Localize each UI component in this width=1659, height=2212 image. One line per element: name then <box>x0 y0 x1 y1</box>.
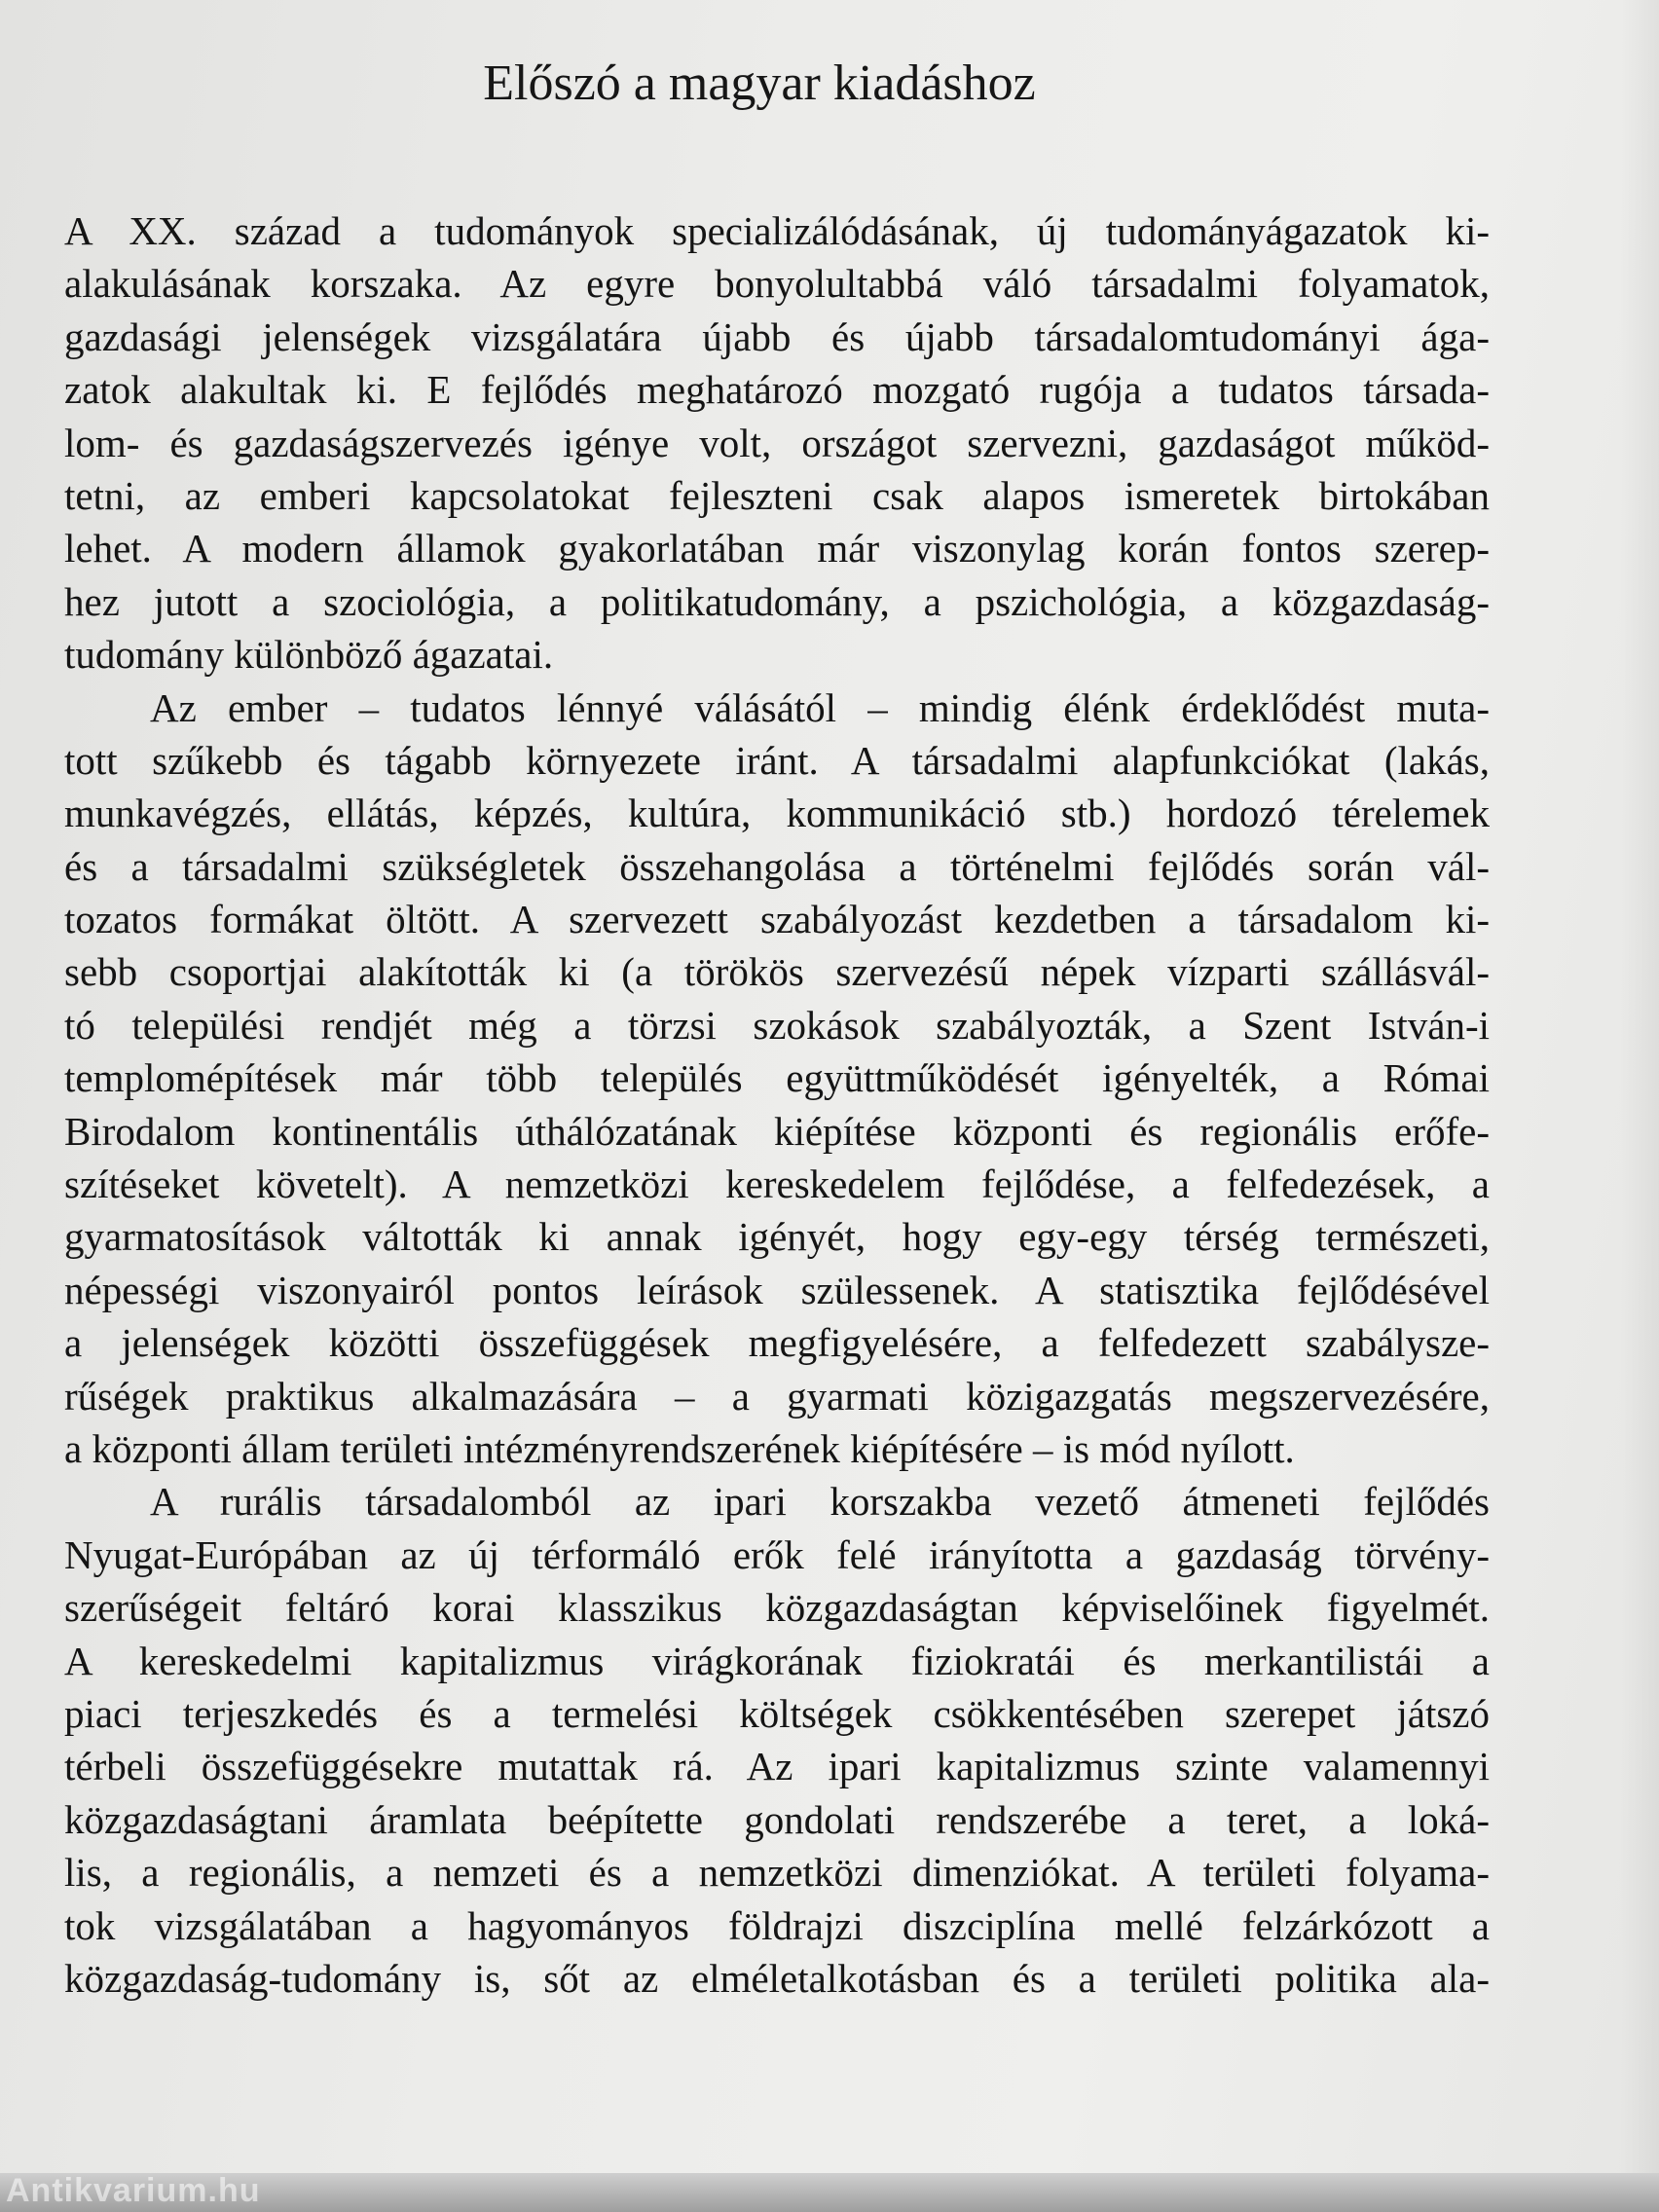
text-line: gazdasági jelenségek vizsgálatára újabb és újabb társadalomtudományi ága- <box>64 313 1490 359</box>
text-line: szítéseket követelt). A nemzetközi kereskedelem fejlődése, a felfedezések, a <box>64 1161 1490 1207</box>
text-line: tok vizsgálatában a hagyományos földrajzi diszciplína mellé felzárkózott a <box>64 1902 1490 1948</box>
text-line: Birodalom kontinentális úthálózatának kiépítése központi és regionális erőfe- <box>64 1108 1490 1154</box>
text-line: a központi állam területi intézményrendszerének kiépítésére – is mód nyílott. <box>64 1425 1295 1471</box>
text-line: munkavégzés, ellátás, képzés, kultúra, kommunikáció stb.) hordozó térelemek <box>64 791 1490 836</box>
text-line: tozatos formákat öltött. A szervezett szabályozást kezdetben a társadalom ki- <box>64 897 1490 942</box>
text-line: tó települési rendjét még a törzsi szokások szabályozták, a Szent István-i <box>64 1002 1490 1048</box>
text-line: lom- és gazdaságszervezés igénye volt, országot szervezni, gazdaságot működ- <box>64 420 1490 465</box>
text-line: gyarmatosítások váltották ki annak igényét, hogy egy-egy térség természeti, <box>64 1214 1490 1260</box>
text-line: rűségek praktikus alkalmazására – a gyarmati közigazgatás megszervezésére, <box>64 1373 1490 1419</box>
text-line: a jelenségek közötti összefüggések megfigyelésére, a felfedezett szabálysze- <box>64 1320 1490 1366</box>
text-line: tetni, az emberi kapcsolatokat fejleszteni csak alapos ismeretek birtokában <box>64 472 1490 518</box>
text-line: lis, a regionális, a nemzeti és a nemzetközi dimenziókat. A területi folyama- <box>64 1850 1490 1896</box>
text-line: szerűségeit feltáró korai klasszikus közgazdaságtan képviselőinek figyelmét. <box>64 1585 1490 1631</box>
chapter-title: Előszó a magyar kiadáshoz <box>483 55 1036 111</box>
text-line: piaci terjeszkedés és a termelési költségek csökkentésében szerepet játszó <box>64 1690 1490 1736</box>
text-line: lehet. A modern államok gyakorlatában már viszonylag korán fontos szerep- <box>64 526 1490 571</box>
text-line: Nyugat-Európában az új térformáló erők felé irányította a gazdaság törvény- <box>64 1531 1490 1577</box>
page-shadow <box>1620 0 1659 2212</box>
text-line: A kereskedelmi kapitalizmus virágkorának fiziokratái és merkantilistái a <box>64 1638 1490 1683</box>
text-line: térbeli összefüggésekre mutattak rá. Az ipari kapitalizmus szinte valamennyi <box>64 1744 1490 1789</box>
text-line: templomépítések már több település együttműködését igényelték, a Római <box>64 1055 1490 1101</box>
text-line: A rurális társadalomból az ipari korszakba vezető átmeneti fejlődés <box>150 1479 1490 1525</box>
watermark: Antikvarium.hu <box>6 2172 261 2209</box>
text-line: hez jutott a szociológia, a politikatudomány, a pszichológia, a közgazdaság- <box>64 578 1490 624</box>
text-line: A XX. század a tudományok specializálódásának, új tudományágazatok ki- <box>64 208 1490 253</box>
text-line: zatok alakultak ki. E fejlődés meghatározó mozgató rugója a tudatos társada- <box>64 367 1490 413</box>
text-line: közgazdaságtani áramlata beépítette gondolati rendszerébe a teret, a loká- <box>64 1796 1490 1842</box>
body-text <box>64 204 1490 2005</box>
bottom-strip <box>0 2173 1659 2212</box>
text-line: közgazdaság-tudomány is, sőt az elméletalkotásban és a területi politika ala- <box>64 1955 1490 2001</box>
text-line: népességi viszonyairól pontos leírások szülessenek. A statisztika fejlődésével <box>64 1267 1490 1312</box>
text-line: tott szűkebb és tágabb környezete iránt. A társadalmi alapfunkciókat (lakás, <box>64 737 1490 783</box>
text-line: Az ember – tudatos lénnyé válásától – mindig élénk érdeklődést muta- <box>150 684 1490 730</box>
text-line: és a társadalmi szükségletek összehangolása a történelmi fejlődés során vál- <box>64 843 1490 889</box>
text-line: tudomány különböző ágazatai. <box>64 632 554 678</box>
text-line: alakulásának korszaka. Az egyre bonyolultabbá váló társadalmi folyamatok, <box>64 261 1490 307</box>
text-line: sebb csoportjai alakították ki (a törökös szervezésű népek vízparti szállásvál- <box>64 949 1490 995</box>
